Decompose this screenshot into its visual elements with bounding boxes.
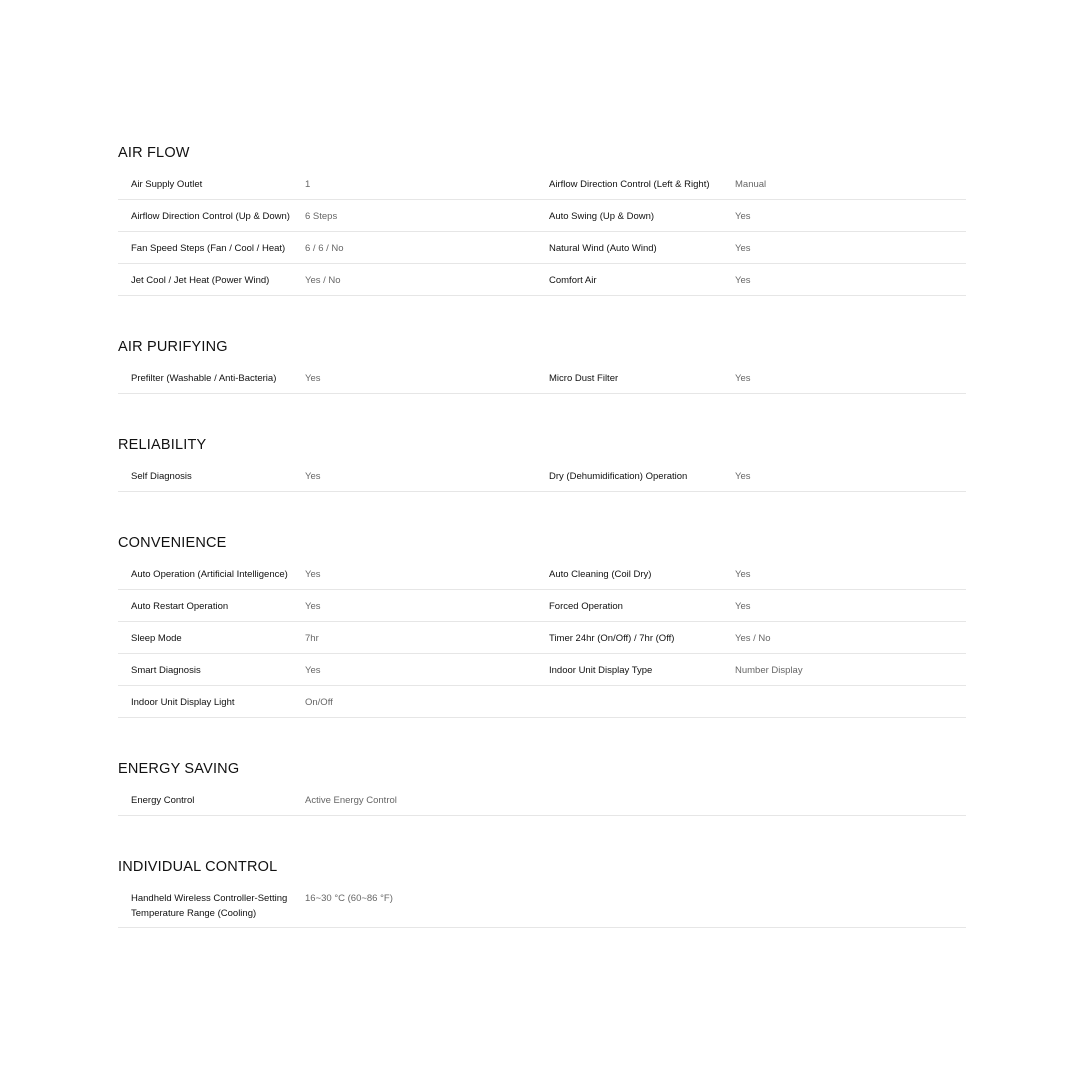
spec-row	[118, 168, 966, 200]
spec-value: Number Display	[735, 665, 803, 676]
section-spacer	[118, 718, 966, 754]
spec-value: Yes	[735, 243, 751, 254]
spec-label: Airflow Direction Control (Left & Right)	[549, 179, 710, 190]
spec-label: Comfort Air	[549, 275, 597, 286]
spec-row	[118, 622, 966, 654]
section-title: AIR PURIFYING	[118, 339, 228, 355]
spec-value: Manual	[735, 179, 767, 190]
spec-sheet	[118, 138, 966, 928]
spec-value: Yes	[305, 471, 321, 482]
spec-label: Auto Restart Operation	[131, 601, 229, 612]
spec-table	[118, 784, 966, 816]
spec-label: Timer 24hr (On/Off) / 7hr (Off)	[549, 633, 675, 644]
spec-value: Yes	[735, 569, 751, 580]
spec-row	[118, 362, 966, 394]
spec-table	[118, 882, 966, 928]
spec-row	[118, 264, 966, 296]
spec-table	[118, 362, 966, 394]
spec-table	[118, 558, 966, 718]
spec-row	[118, 558, 966, 590]
spec-label: Prefilter (Washable / Anti-Bacteria)	[131, 373, 277, 384]
spec-row	[118, 882, 966, 928]
spec-row	[118, 654, 966, 686]
spec-label: Indoor Unit Display Type	[549, 665, 653, 676]
spec-label: Indoor Unit Display Light	[131, 697, 235, 708]
spec-value: 6 Steps	[305, 211, 338, 222]
spec-section	[118, 138, 966, 332]
spec-label: Sleep Mode	[131, 633, 182, 644]
spec-value: 1	[305, 179, 311, 190]
spec-value: On/Off	[305, 697, 333, 708]
spec-label: Air Supply Outlet	[131, 179, 203, 190]
spec-row	[118, 686, 966, 718]
section-title: AIR FLOW	[118, 145, 190, 161]
spec-label: Fan Speed Steps (Fan / Cool / Heat)	[131, 243, 286, 254]
spec-label: Energy Control	[131, 795, 195, 806]
spec-label: Dry (Dehumidification) Operation	[549, 471, 688, 482]
spec-value: Yes / No	[305, 275, 341, 286]
spec-section	[118, 754, 966, 852]
spec-label: Natural Wind (Auto Wind)	[549, 243, 657, 254]
spec-label: Forced Operation	[549, 601, 623, 612]
spec-label: Micro Dust Filter	[549, 373, 619, 384]
spec-value: Yes	[735, 471, 751, 482]
section-spacer	[118, 816, 966, 852]
spec-value: 6 / 6 / No	[305, 243, 344, 254]
spec-label: Self Diagnosis	[131, 471, 192, 482]
spec-value: Yes	[735, 211, 751, 222]
section-spacer	[118, 492, 966, 528]
spec-value: Yes	[305, 665, 321, 676]
spec-value: 7hr	[305, 633, 319, 644]
spec-label: Handheld Wireless Controller-Setting Temperature Range (Cooling)	[131, 893, 288, 919]
spec-label: Airflow Direction Control (Up & Down)	[131, 211, 290, 222]
section-title: INDIVIDUAL CONTROL	[118, 859, 278, 875]
spec-value: Yes / No	[735, 633, 771, 644]
spec-value: Yes	[735, 275, 751, 286]
spec-value: Yes	[305, 373, 321, 384]
spec-label: Auto Operation (Artificial Intelligence)	[131, 569, 288, 580]
spec-label: Auto Cleaning (Coil Dry)	[549, 569, 652, 580]
spec-label: Auto Swing (Up & Down)	[549, 211, 655, 222]
spec-value: Yes	[735, 373, 751, 384]
spec-value: Yes	[305, 601, 321, 612]
spec-value: 16~30 °C (60~86 °F)	[305, 893, 393, 904]
spec-section	[118, 430, 966, 528]
spec-row	[118, 232, 966, 264]
spec-value: Yes	[735, 601, 751, 612]
spec-row	[118, 590, 966, 622]
spec-section	[118, 852, 966, 928]
spec-section	[118, 332, 966, 430]
section-title: ENERGY SAVING	[118, 761, 240, 777]
spec-row	[118, 784, 966, 816]
spec-row	[118, 460, 966, 492]
section-spacer	[118, 296, 966, 332]
spec-label: Jet Cool / Jet Heat (Power Wind)	[131, 275, 270, 286]
spec-section	[118, 528, 966, 754]
section-title: CONVENIENCE	[118, 535, 227, 551]
spec-table	[118, 168, 966, 296]
spec-value: Yes	[305, 569, 321, 580]
spec-table	[118, 460, 966, 492]
spec-label: Smart Diagnosis	[131, 665, 201, 676]
section-spacer	[118, 394, 966, 430]
section-title: RELIABILITY	[118, 437, 207, 453]
spec-row	[118, 200, 966, 232]
spec-value: Active Energy Control	[305, 795, 397, 806]
